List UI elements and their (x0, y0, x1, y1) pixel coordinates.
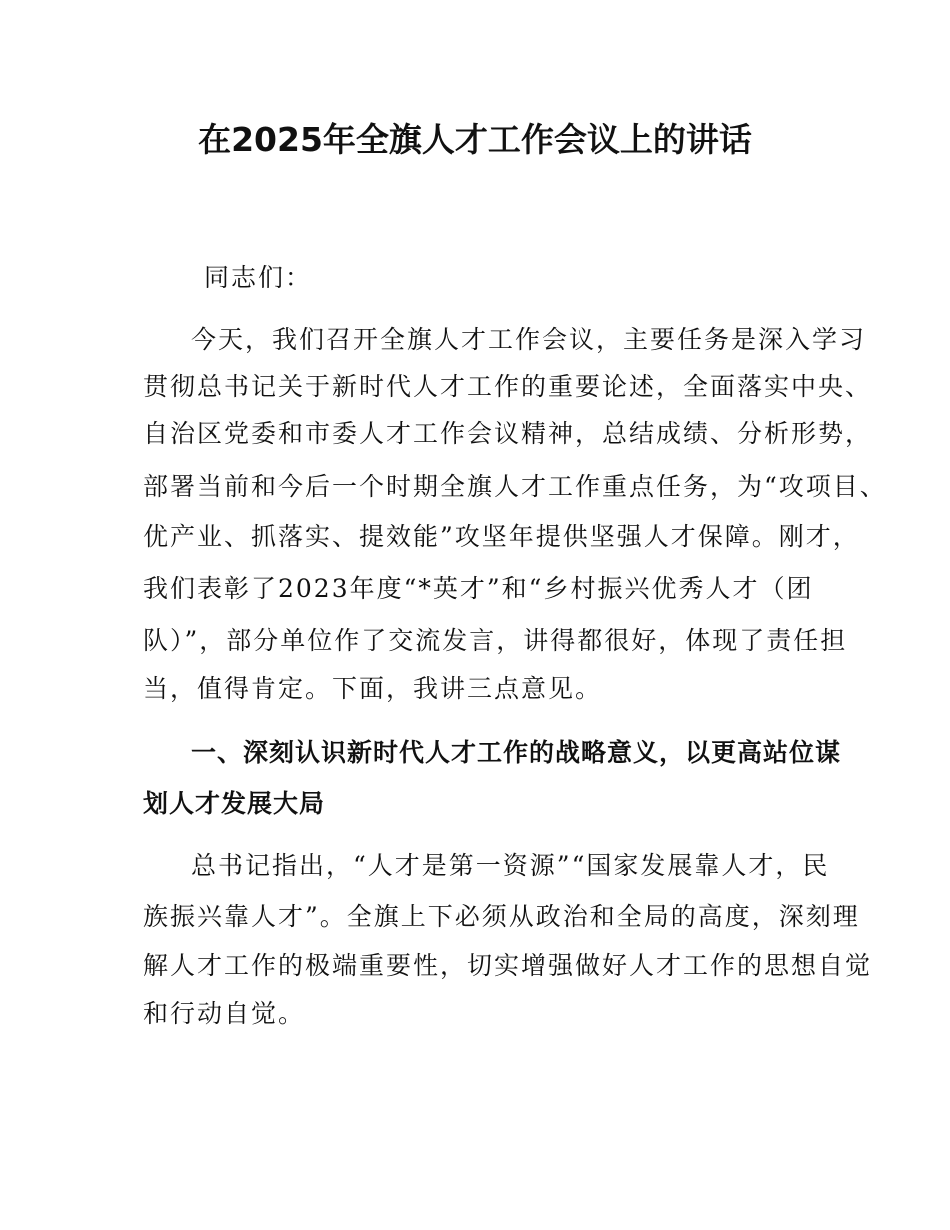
paragraph-line: 自治区党委和市委人才工作会议精神，总结成绩、分析形势， (143, 419, 873, 448)
paragraph-line: 族振兴靠人才”。全旗上下必须从政治和全局的高度，深刻理 (143, 902, 860, 931)
paragraph-line: 贯彻总书记关于新时代人才工作的重要论述，全面落实中央、 (143, 372, 873, 401)
heading-line: 划人才发展大局 (143, 789, 326, 818)
paragraph-line: 解人才工作的极端重要性，切实增强做好人才工作的思想自觉 (143, 951, 873, 980)
paragraph-line: 我们表彰了2023年度“*英才”和“乡村振兴优秀人才（团 (143, 574, 814, 603)
paragraph-line: 队）”，部分单位作了交流发言，讲得都很好，体现了责任担 (143, 626, 848, 655)
paragraph-line: 部署当前和今后一个时期全旗人才工作重点任务，为“攻项目、 (143, 472, 887, 501)
document-title: 在2025年全旗人才工作会议上的讲话 (198, 120, 752, 159)
paragraph-line: 和行动自觉。 (143, 999, 306, 1028)
paragraph-line: 今天，我们召开全旗人才工作会议，主要任务是深入学习 (191, 325, 867, 354)
salutation: 同志们： (204, 263, 313, 292)
paragraph-line: 总书记指出，“人才是第一资源”“国家发展靠人才，民 (191, 851, 830, 880)
paragraph-line: 优产业、抓落实、提效能”攻坚年提供坚强人才保障。刚才， (143, 522, 860, 551)
paragraph-line: 当，值得肯定。下面，我讲三点意见。 (143, 674, 603, 703)
heading-line: 一、深刻认识新时代人才工作的战略意义，以更高站位谋 (191, 738, 842, 767)
